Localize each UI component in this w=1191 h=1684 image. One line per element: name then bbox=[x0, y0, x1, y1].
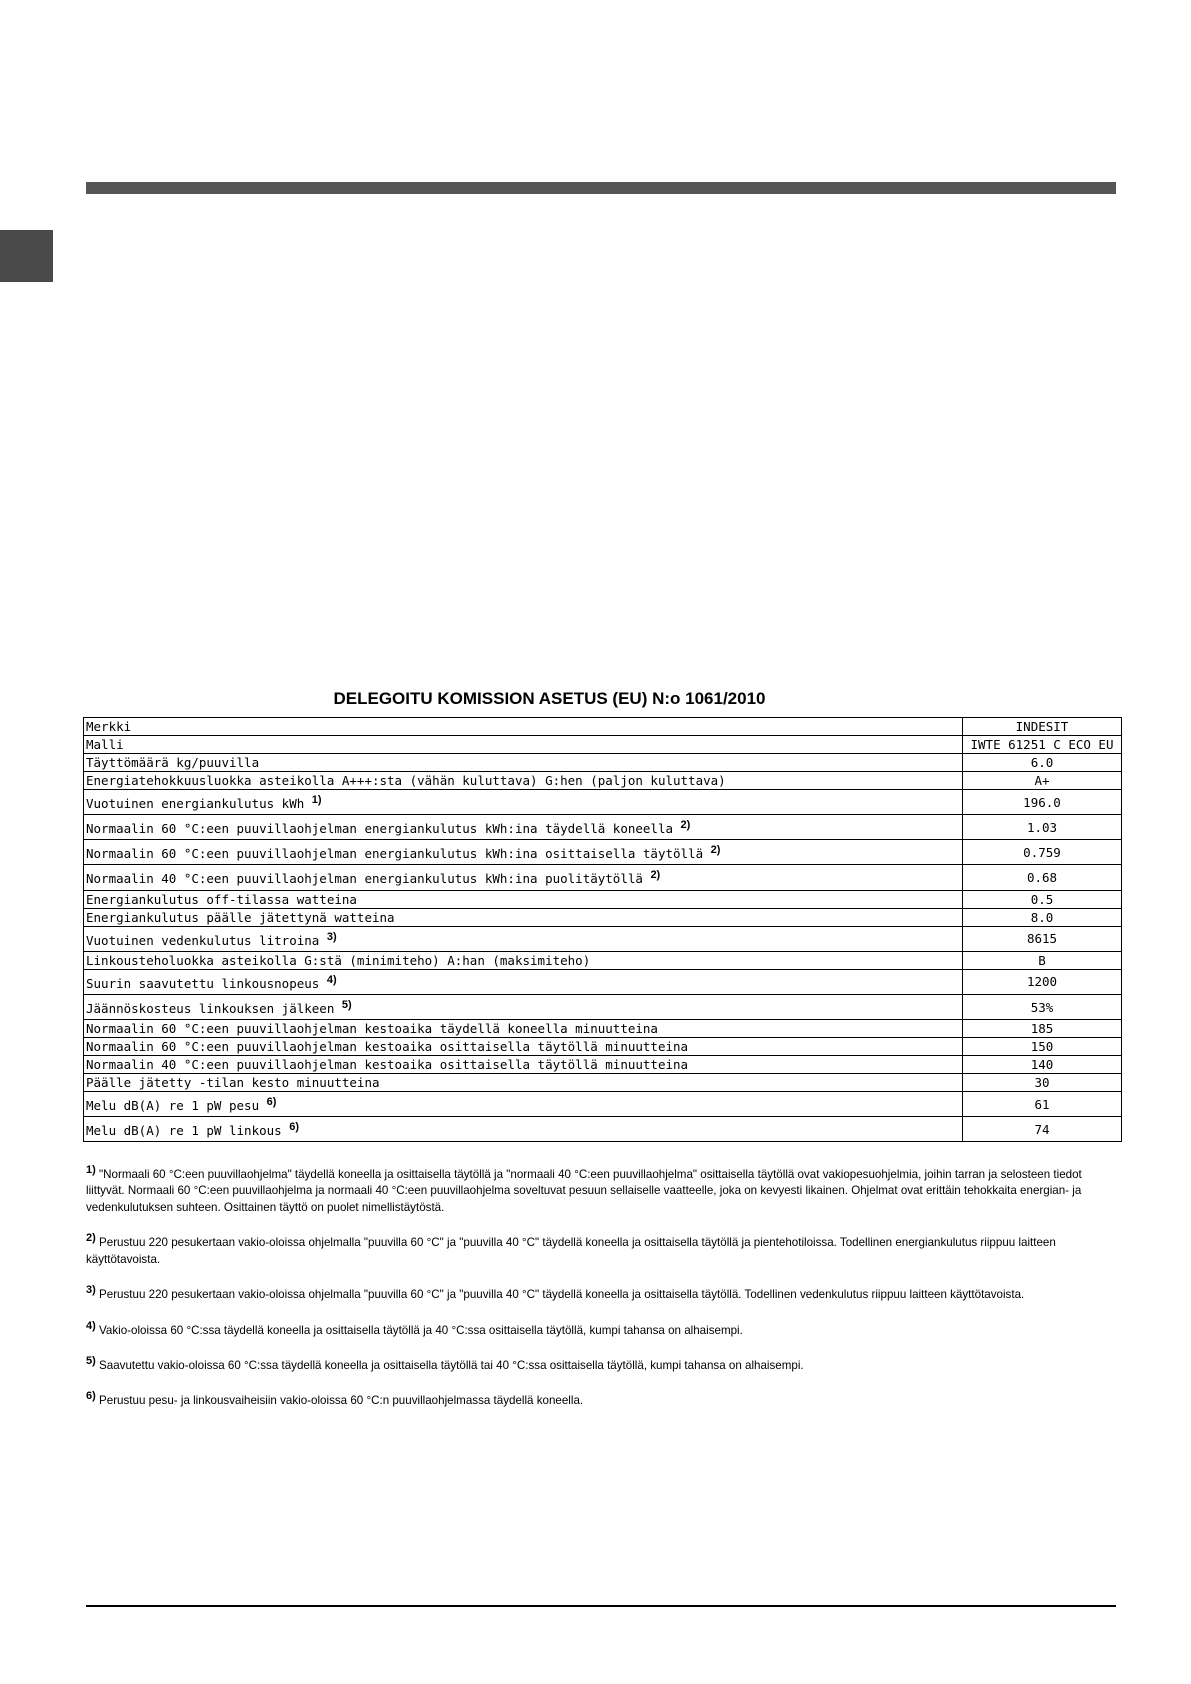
table-row bbox=[84, 1117, 1122, 1142]
table-row bbox=[84, 1038, 1122, 1056]
footnote-marker: 4) bbox=[86, 1319, 96, 1332]
table-row bbox=[84, 840, 1122, 865]
table-row bbox=[84, 736, 1122, 754]
row-value: 1200 bbox=[963, 969, 1122, 994]
table-row bbox=[84, 926, 1122, 951]
row-label: Täyttömäärä kg/puuvilla bbox=[84, 754, 963, 772]
row-label: Päälle jätetty -tilan kesto minuutteina bbox=[84, 1074, 963, 1092]
row-value: 140 bbox=[963, 1056, 1122, 1074]
table-row bbox=[84, 865, 1122, 890]
table-row bbox=[84, 994, 1122, 1019]
table-row bbox=[84, 718, 1122, 736]
row-value: 0.759 bbox=[963, 840, 1122, 865]
table-row bbox=[84, 1092, 1122, 1117]
row-label: Vuotuinen energiankulutus kWh $^{1)}$ bbox=[84, 790, 963, 815]
table-row bbox=[84, 754, 1122, 772]
row-label: Suurin saavutettu linkousnopeus $^{4)}$ bbox=[84, 969, 963, 994]
row-label: Malli bbox=[84, 736, 963, 754]
footnotes bbox=[86, 1162, 1122, 1424]
row-label: Energiatehokkuusluokka asteikolla A+++:sta (vähän kuluttava) G:hen (paljon kuluttava) bbox=[84, 772, 963, 790]
header-bar bbox=[86, 182, 1116, 194]
row-label: Linkousteholuokka asteikolla G:stä (minimiteho) A:han (maksimiteho) bbox=[84, 951, 963, 969]
table-row bbox=[84, 890, 1122, 908]
footnote-ref: 4) bbox=[326, 973, 337, 986]
row-value: 1.03 bbox=[963, 815, 1122, 840]
row-label: Merkki bbox=[84, 718, 963, 736]
footnote-ref: 1) bbox=[311, 794, 322, 806]
row-value: 8.0 bbox=[963, 908, 1122, 926]
footnote-marker: 1) bbox=[86, 1164, 96, 1176]
footnote-ref: 6) bbox=[266, 1096, 277, 1109]
footnote-marker: 6) bbox=[86, 1390, 96, 1403]
row-label: Normaalin 60 °C:een puuvillaohjelman kestoaika täydellä koneella minuutteina bbox=[84, 1020, 963, 1038]
table-row bbox=[84, 908, 1122, 926]
row-value: 74 bbox=[963, 1117, 1122, 1142]
row-label: Melu dB(A) re 1 pW pesu $^{6)}$ bbox=[84, 1092, 963, 1117]
row-value: 30 bbox=[963, 1074, 1122, 1092]
row-value: 196.0 bbox=[963, 790, 1122, 815]
page-title: DELEGOITU KOMISSION ASETUS (EU) N:o 1061/2010 bbox=[333, 689, 766, 708]
row-label: Normaalin 40 °C:een puuvillaohjelman kestoaika osittaisella täytöllä minuutteina bbox=[84, 1056, 963, 1074]
row-value: 6.0 bbox=[963, 754, 1122, 772]
footnote-marker: 5) bbox=[86, 1354, 96, 1367]
row-label: Normaalin 60 °C:een puuvillaohjelman energiankulutus kWh:ina osittaisella täytöllä $^{2)}$ bbox=[84, 840, 963, 865]
row-value: 53% bbox=[963, 994, 1122, 1019]
footnote: $^{6)}$ Perustuu pesu- ja linkousvaiheisiin vakio-oloissa 60 °C:n puuvillaohjelmassa täydellä koneella. bbox=[86, 1390, 584, 1408]
row-label: Vuotuinen vedenkulutus litroina $^{3)}$ bbox=[84, 926, 963, 951]
row-label: Melu dB(A) re 1 pW linkous $^{6)}$ bbox=[84, 1117, 963, 1142]
language-tab-marker bbox=[0, 230, 53, 282]
footnote: $^{2)}$ Perustuu 220 pesukertaan vakio-oloissa ohjelmalla "puuvilla 60 °C" ja "puuvilla 40 °C" täydellä koneella ja osittaisella täytöllä ja pientehotiloissa. Todellinen energiankulutus riippuu laitteen käyttötavoista. bbox=[86, 1232, 1056, 1266]
row-value: 0.68 bbox=[963, 865, 1122, 890]
footnote-ref: 6) bbox=[289, 1121, 299, 1134]
table-row bbox=[84, 772, 1122, 790]
footnote: $^{4)}$ Vakio-oloissa 60 °C:ssa täydellä koneella ja osittaisella täytöllä ja 40 °C:ssa osittaisella täytöllä, kumpi tahansa on alhaisempi. bbox=[86, 1319, 743, 1337]
specification-table bbox=[83, 717, 1122, 1142]
table-row bbox=[84, 790, 1122, 815]
table-row bbox=[84, 1020, 1122, 1038]
table-row bbox=[84, 951, 1122, 969]
footnote-ref: 3) bbox=[326, 930, 337, 943]
row-label: Energiankulutus off-tilassa watteina bbox=[84, 890, 963, 908]
row-value: 0.5 bbox=[963, 890, 1122, 908]
row-value: INDESIT bbox=[963, 718, 1122, 736]
table-row bbox=[84, 1056, 1122, 1074]
row-label: Normaalin 60 °C:een puuvillaohjelman kestoaika osittaisella täytöllä minuutteina bbox=[84, 1038, 963, 1056]
row-value: 61 bbox=[963, 1092, 1122, 1117]
row-label: Normaalin 40 °C:een puuvillaohjelman energiankulutus kWh:ina puolitäytöllä $^{2)}$ bbox=[84, 865, 963, 890]
footnote-ref: 5) bbox=[341, 998, 352, 1011]
footer-rule bbox=[86, 1605, 1116, 1607]
footnote-marker: 2) bbox=[86, 1232, 96, 1245]
table-row bbox=[84, 1074, 1122, 1092]
table-row bbox=[84, 815, 1122, 840]
footnote: $^{5)}$ Saavutettu vakio-oloissa 60 °C:ssa täydellä koneella ja osittaisella täytöllä tai 40 °C:ssa osittaisella täytöllä, kumpi tahansa on alhaisempi. bbox=[86, 1354, 804, 1372]
row-label: Normaalin 60 °C:een puuvillaohjelman energiankulutus kWh:ina täydellä koneella $^{2)}$ bbox=[84, 815, 963, 840]
footnote-ref: 2) bbox=[710, 844, 721, 857]
table-row bbox=[84, 969, 1122, 994]
footnote: $^{3)}$ Perustuu 220 pesukertaan vakio-oloissa ohjelmalla "puuvilla 60 °C" ja "puuvilla 40 °C" täydellä koneella ja osittaisella täytöllä. Todellinen vedenkulutus riippuu laitteen käyttötavoista. bbox=[86, 1284, 1025, 1302]
footnote: $^{1)}$ "Normaali 60 °C:een puuvillaohjelma" täydellä koneella ja osittaisella täytöllä ja "normaali 40 °C:een puuvillaohjelma" osittaisella täytöllä ovat vakiopesuohjelmia, joihin tarran ja selosteen tiedot liittyvät. Normaali 60 °C:een puuvillaohjelma ja normaali 40 °C:een puuvillaohjelma soveltuvat pesuun sellaiselle vaatteelle, joka on kevyesti likainen. Ohjelmat ovat erittäin tehokkaita energian- ja vedenkulutuksen suhteen. Osittainen täyttö on puolet nimellistäytöstä. bbox=[86, 1164, 1082, 1214]
row-value: 8615 bbox=[963, 926, 1122, 951]
row-value: A+ bbox=[963, 772, 1122, 790]
row-value: B bbox=[963, 951, 1122, 969]
row-value: 150 bbox=[963, 1038, 1122, 1056]
row-value: IWTE 61251 C ECO EU bbox=[963, 736, 1122, 754]
footnote-ref: 2) bbox=[680, 819, 691, 832]
row-label: Jäännöskosteus linkouksen jälkeen $^{5)}$ bbox=[84, 994, 963, 1019]
footnote-marker: 3) bbox=[86, 1284, 96, 1297]
row-value: 185 bbox=[963, 1020, 1122, 1038]
footnote-ref: 2) bbox=[650, 869, 661, 882]
row-label: Energiankulutus päälle jätettynä watteina bbox=[84, 908, 963, 926]
